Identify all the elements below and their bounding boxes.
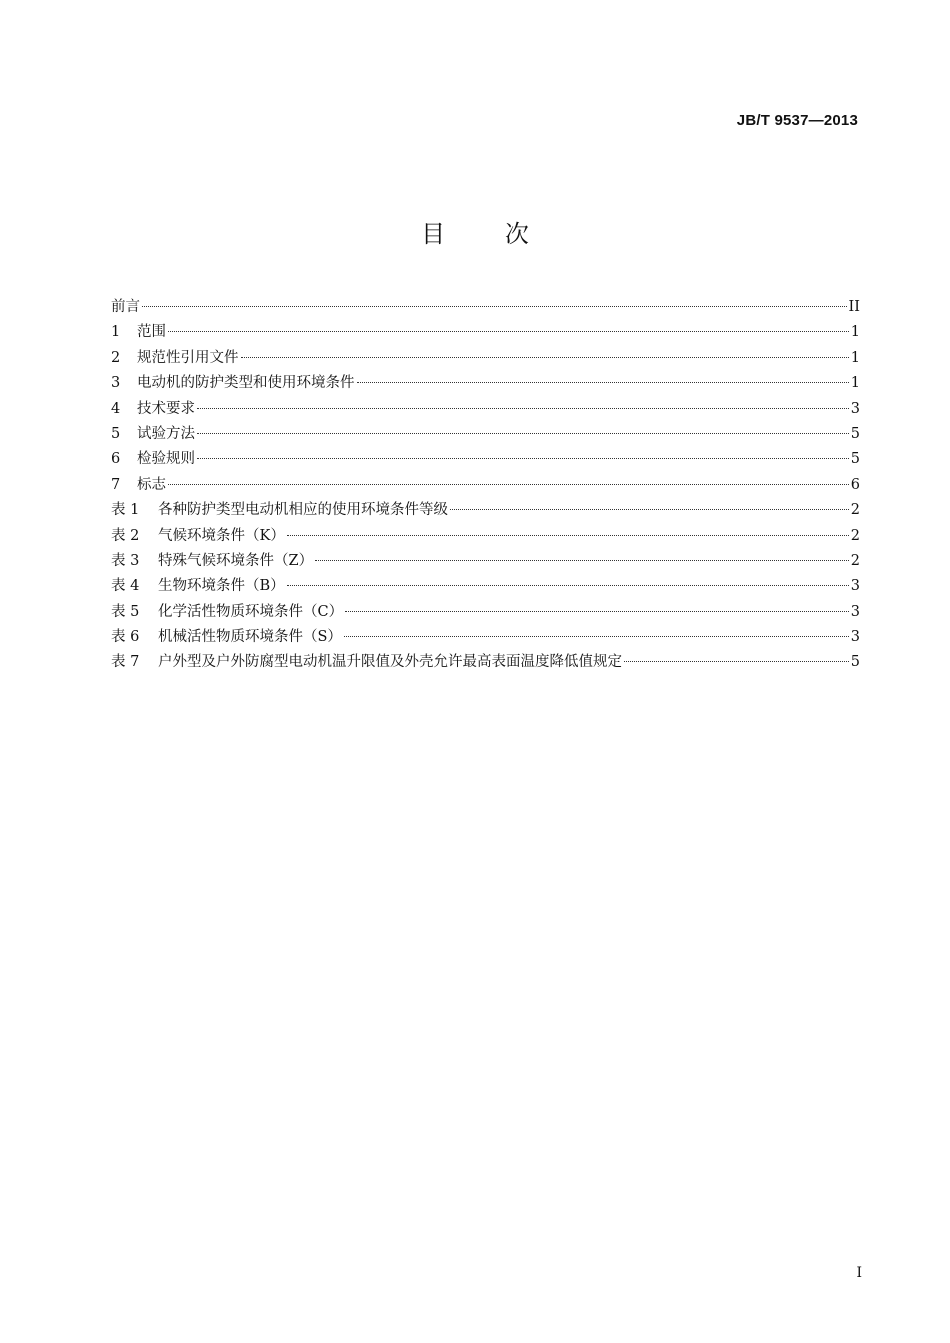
toc-leader-dots: [168, 331, 849, 332]
toc-entry-number: 表 2: [111, 527, 140, 544]
toc-entry-number: 表 5: [111, 603, 140, 620]
toc-leader-dots: [197, 458, 849, 459]
title-char-1: 目: [421, 220, 446, 248]
toc-entry-page: 5: [850, 451, 860, 468]
toc-entry-label: 户外型及户外防腐型电动机温升限值及外壳允许最高表面温度降低值规定: [158, 654, 622, 671]
toc-entry-page: 2: [850, 502, 860, 519]
toc-entry-label: 特殊气候环境条件（Z）: [158, 552, 314, 569]
title-char-2: 次: [504, 220, 529, 248]
toc-leader-dots: [344, 636, 849, 637]
page-title: [0, 214, 950, 249]
toc-entry-number: 6: [111, 451, 121, 468]
toc-leader-dots: [287, 585, 849, 586]
toc-entry-label: 机械活性物质环境条件（S）: [158, 629, 342, 646]
toc-entry-number: 表 4: [111, 578, 140, 595]
toc-entry-label: 电动机的防护类型和使用环境条件: [137, 375, 355, 392]
toc-entry-page: 3: [850, 603, 860, 620]
toc-entry[interactable]: [111, 549, 860, 574]
toc-entry[interactable]: [111, 422, 860, 447]
toc-entry-number: 5: [111, 425, 121, 442]
toc-entry-number: 表 1: [111, 502, 140, 519]
toc-entry-page: 2: [850, 527, 860, 544]
toc-entry[interactable]: [111, 371, 860, 396]
toc-entry-page: 6: [850, 476, 860, 493]
toc-entry-label: 规范性引用文件: [137, 349, 239, 366]
toc-entry-number: 3: [111, 375, 121, 392]
toc-entry[interactable]: [111, 600, 860, 625]
toc-entry-page: II: [848, 299, 860, 315]
toc-entry-page: 3: [850, 400, 860, 417]
toc-entry[interactable]: [111, 447, 860, 472]
toc-leader-dots: [624, 661, 849, 662]
toc-entry-label: 技术要求: [137, 400, 195, 417]
toc-leader-dots: [168, 484, 849, 485]
toc-entry-label: 标志: [137, 476, 166, 493]
toc-entry[interactable]: [111, 473, 860, 498]
toc-entry-number: 2: [111, 349, 121, 366]
toc-entry-label: 各种防护类型电动机相应的使用环境条件等级: [158, 502, 448, 519]
toc-entry[interactable]: [111, 574, 860, 599]
toc-entry[interactable]: [111, 397, 860, 422]
toc-entry-page: 3: [850, 578, 860, 595]
toc-leader-dots: [241, 357, 849, 358]
toc-entry-page: 2: [850, 552, 860, 569]
toc-entry-page: 1: [850, 324, 860, 341]
toc-entry-label: 化学活性物质环境条件（C）: [158, 603, 344, 620]
toc-entry[interactable]: [111, 625, 860, 650]
toc-leader-dots: [197, 408, 849, 409]
toc-entry-label: 检验规则: [137, 451, 195, 468]
toc-leader-dots: [357, 382, 849, 383]
toc-entry-number: 表 6: [111, 629, 140, 646]
toc-entry[interactable]: [111, 346, 860, 371]
toc-entry-label: 前言: [111, 299, 140, 315]
toc-entry-page: 5: [850, 654, 860, 671]
toc-leader-dots: [142, 306, 847, 307]
toc-entry-number: 表 7: [111, 654, 140, 671]
toc-entry-page: 5: [850, 425, 860, 442]
toc-leader-dots: [197, 433, 849, 434]
toc-leader-dots: [345, 611, 849, 612]
table-of-contents: [111, 295, 860, 676]
toc-entry[interactable]: [111, 320, 860, 345]
toc-entry-label: 范围: [137, 324, 166, 341]
toc-entry[interactable]: [111, 650, 860, 675]
toc-entry-page: 1: [850, 375, 860, 392]
toc-entry[interactable]: [111, 524, 860, 549]
toc-entry-number: 1: [111, 324, 121, 341]
document-code: JB/T 9537—2013: [736, 112, 858, 129]
toc-entry-label: 生物环境条件（B）: [158, 578, 285, 595]
toc-leader-dots: [450, 509, 849, 510]
toc-leader-dots: [287, 535, 849, 536]
toc-entry[interactable]: [111, 498, 860, 523]
toc-entry-label: 试验方法: [137, 425, 195, 442]
toc-entry-page: 1: [850, 349, 860, 366]
toc-entry-number: 表 3: [111, 552, 140, 569]
toc-entry[interactable]: [111, 295, 860, 320]
toc-entry-page: 3: [850, 629, 860, 646]
toc-entry-number: 7: [111, 476, 121, 493]
toc-entry-label: 气候环境条件（K）: [158, 527, 285, 544]
toc-leader-dots: [315, 560, 849, 561]
toc-entry-number: 4: [111, 400, 121, 417]
page-number: I: [856, 1265, 862, 1281]
